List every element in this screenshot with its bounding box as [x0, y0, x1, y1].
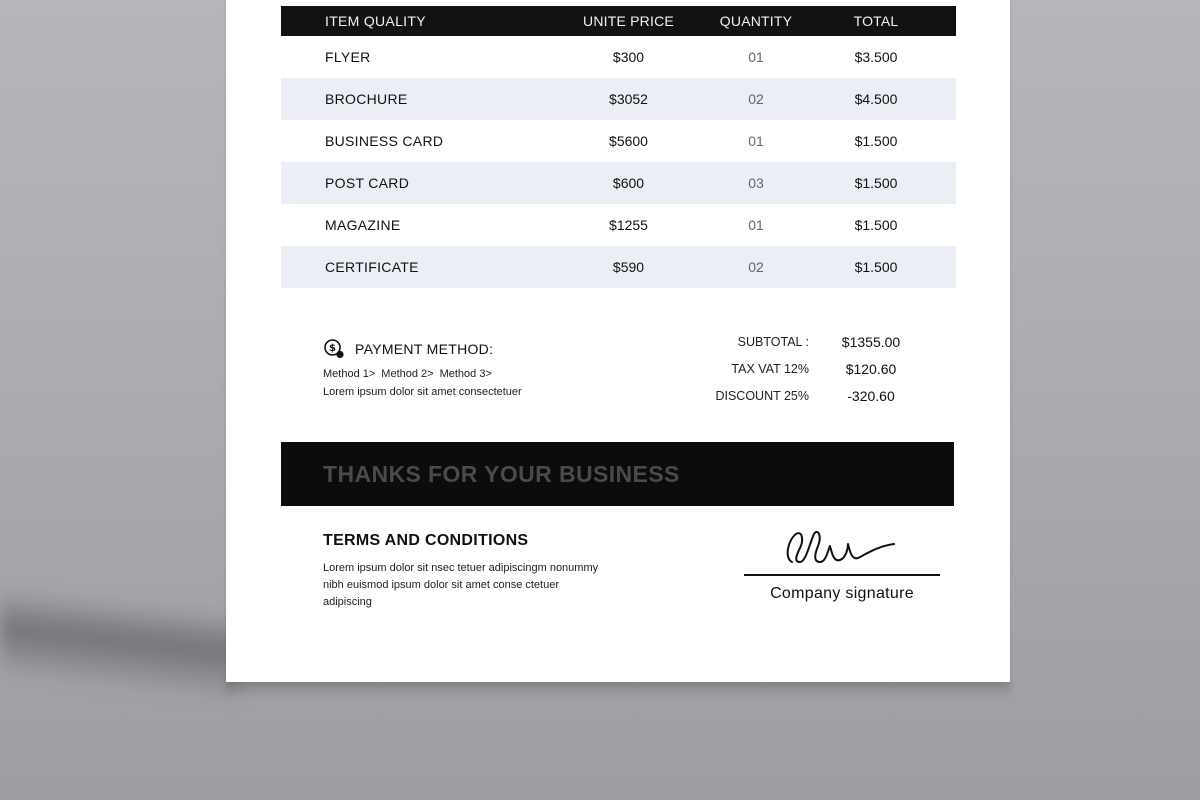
item-price: $5600 — [609, 133, 648, 149]
payment-method-1[interactable]: Method 1> — [323, 368, 376, 380]
payment-title: PAYMENT METHOD: — [355, 341, 494, 357]
item-name: POST CARD — [325, 175, 410, 191]
signature-line — [744, 574, 940, 576]
tax-label: TAX VAT 12% — [731, 361, 809, 376]
invoice-page — [226, 0, 1010, 682]
discount-row — [696, 382, 946, 409]
item-price: $1255 — [609, 217, 648, 233]
item-price: $3052 — [609, 91, 648, 107]
payment-description: Lorem ipsum dolor sit amet consectetuer — [323, 386, 522, 398]
dollar-coin-icon — [323, 338, 345, 360]
thanks-text: THANKS FOR YOUR BUSINESS — [323, 460, 680, 487]
item-quantity: 03 — [748, 175, 764, 191]
payment-methods — [323, 368, 623, 380]
table-row — [281, 120, 956, 162]
paper-shadow-left — [0, 587, 240, 702]
payment-header — [323, 338, 623, 360]
item-total: $4.500 — [854, 91, 898, 107]
table-row — [281, 246, 956, 288]
column-header-quantity: QUANTITY — [719, 13, 793, 29]
payment-method-2[interactable]: Method 2> — [381, 368, 434, 380]
item-total: $1.500 — [854, 175, 898, 191]
item-total: $3.500 — [854, 49, 898, 65]
column-header-price: UNITE PRICE — [583, 13, 674, 29]
table-row — [281, 204, 956, 246]
tax-row — [696, 355, 946, 382]
signature-caption: Company signature — [770, 585, 914, 602]
terms-body: Lorem ipsum dolor sit nsec tetuer adipiscingm nonummy nibh euismod ipsum dolor sit amet conse ctetuer adipiscing — [323, 562, 599, 608]
table-header — [281, 6, 956, 36]
discount-value: -320.60 — [847, 387, 895, 404]
subtotal-label: SUBTOTAL : — [737, 334, 809, 349]
terms-section — [323, 532, 603, 611]
item-total: $1.500 — [854, 217, 898, 233]
item-name: FLYER — [325, 49, 371, 65]
item-quantity: 01 — [748, 217, 764, 233]
signature-block — [744, 518, 940, 603]
paper-shadow-bottom — [226, 680, 1010, 698]
totals-section — [696, 328, 946, 409]
signature-mark — [744, 518, 940, 574]
payment-section — [323, 338, 623, 398]
item-price: $300 — [612, 49, 645, 65]
item-price: $590 — [612, 259, 645, 275]
item-price: $600 — [612, 175, 645, 191]
item-name: BROCHURE — [325, 91, 408, 107]
column-header-total: TOTAL — [853, 13, 899, 29]
table-row — [281, 36, 956, 78]
item-total: $1.500 — [854, 259, 898, 275]
item-quantity: 02 — [748, 91, 764, 107]
item-name: MAGAZINE — [325, 217, 401, 233]
subtotal-value: $1355.00 — [841, 333, 901, 350]
subtotal-row — [696, 328, 946, 355]
column-header-item: ITEM QUALITY — [325, 13, 426, 29]
item-total: $1.500 — [854, 133, 898, 149]
thanks-banner — [281, 442, 954, 506]
invoice-table — [281, 6, 956, 288]
table-row — [281, 162, 956, 204]
svg-text:$: $ — [329, 343, 336, 355]
item-quantity: 01 — [748, 49, 764, 65]
item-quantity: 02 — [748, 259, 764, 275]
table-row — [281, 78, 956, 120]
terms-title: TERMS AND CONDITIONS — [323, 532, 529, 549]
item-name: CERTIFICATE — [325, 259, 419, 275]
item-quantity: 01 — [748, 133, 764, 149]
item-name: BUSINESS CARD — [325, 133, 444, 149]
payment-method-3[interactable]: Method 3> — [439, 368, 492, 380]
discount-label: DISCOUNT 25% — [715, 388, 809, 403]
tax-value: $120.60 — [845, 360, 897, 377]
